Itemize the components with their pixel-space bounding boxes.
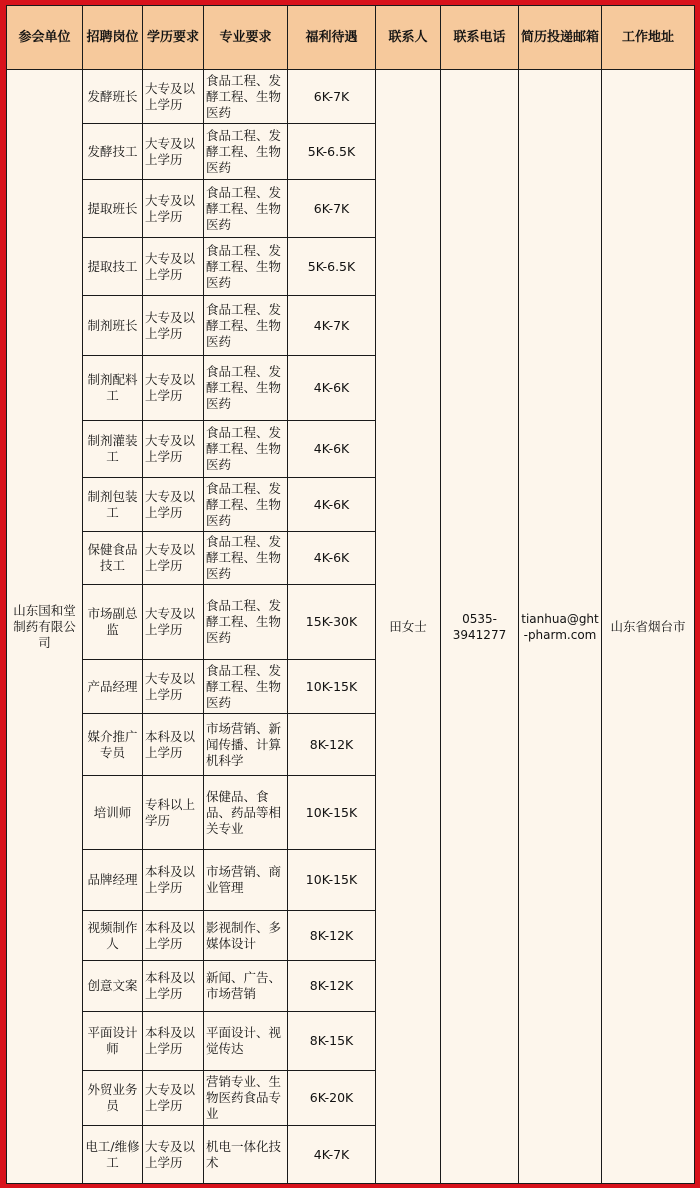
salary-cell: 4K-7K [288, 296, 376, 356]
major-cell: 市场营销、新闻传播、计算机科学 [204, 714, 288, 776]
salary-cell: 5K-6.5K [288, 238, 376, 296]
major-cell: 市场营销、商业管理 [204, 850, 288, 911]
job-table-frame [6, 5, 694, 1183]
header-email: 简历投递邮箱 [519, 6, 602, 70]
position-cell: 产品经理 [83, 660, 143, 714]
education-cell: 专科以上学历 [143, 776, 204, 850]
major-cell: 食品工程、发酵工程、生物医药 [204, 421, 288, 478]
education-cell: 本科及以上学历 [143, 961, 204, 1012]
header-address: 工作地址 [602, 6, 695, 70]
salary-cell: 4K-6K [288, 478, 376, 532]
header-phone: 联系电话 [441, 6, 519, 70]
position-cell: 制剂配料工 [83, 356, 143, 421]
major-cell: 食品工程、发酵工程、生物医药 [204, 532, 288, 585]
salary-cell: 15K-30K [288, 585, 376, 660]
position-cell: 外贸业务员 [83, 1071, 143, 1126]
header-education: 学历要求 [143, 6, 204, 70]
major-cell: 新闻、广告、市场营销 [204, 961, 288, 1012]
salary-cell: 10K-15K [288, 776, 376, 850]
major-cell: 食品工程、发酵工程、生物医药 [204, 356, 288, 421]
position-cell: 电工/维修工 [83, 1126, 143, 1184]
position-cell: 创意文案 [83, 961, 143, 1012]
salary-cell: 8K-12K [288, 911, 376, 961]
position-cell: 制剂包装工 [83, 478, 143, 532]
header-position: 招聘岗位 [83, 6, 143, 70]
education-cell: 大专及以上学历 [143, 70, 204, 124]
education-cell: 本科及以上学历 [143, 911, 204, 961]
salary-cell: 4K-6K [288, 421, 376, 478]
resume-email[interactable]: tianhua@ght-pharm.com [519, 70, 602, 1184]
position-cell: 保健食品技工 [83, 532, 143, 585]
salary-cell: 4K-6K [288, 356, 376, 421]
education-cell: 本科及以上学历 [143, 1012, 204, 1071]
contact-phone: 0535-3941277 [441, 70, 519, 1184]
major-cell: 食品工程、发酵工程、生物医药 [204, 296, 288, 356]
position-cell: 制剂灌装工 [83, 421, 143, 478]
major-cell: 食品工程、发酵工程、生物医药 [204, 180, 288, 238]
job-listing-table [6, 5, 695, 1184]
header-major: 专业要求 [204, 6, 288, 70]
education-cell: 大专及以上学历 [143, 124, 204, 180]
major-cell: 食品工程、发酵工程、生物医药 [204, 238, 288, 296]
position-cell: 提取技工 [83, 238, 143, 296]
education-cell: 大专及以上学历 [143, 478, 204, 532]
education-cell: 大专及以上学历 [143, 660, 204, 714]
major-cell: 平面设计、视觉传达 [204, 1012, 288, 1071]
salary-cell: 6K-7K [288, 180, 376, 238]
header-company: 参会单位 [7, 6, 83, 70]
salary-cell: 10K-15K [288, 850, 376, 911]
position-cell: 提取班长 [83, 180, 143, 238]
education-cell: 大专及以上学历 [143, 1071, 204, 1126]
major-cell: 食品工程、发酵工程、生物医药 [204, 478, 288, 532]
salary-cell: 4K-7K [288, 1126, 376, 1184]
salary-cell: 5K-6.5K [288, 124, 376, 180]
major-cell: 食品工程、发酵工程、生物医药 [204, 124, 288, 180]
education-cell: 大专及以上学历 [143, 356, 204, 421]
position-cell: 市场副总监 [83, 585, 143, 660]
salary-cell: 8K-15K [288, 1012, 376, 1071]
education-cell: 本科及以上学历 [143, 714, 204, 776]
major-cell: 保健品、食品、药品等相关专业 [204, 776, 288, 850]
salary-cell: 6K-20K [288, 1071, 376, 1126]
position-cell: 制剂班长 [83, 296, 143, 356]
major-cell: 机电一体化技术 [204, 1126, 288, 1184]
education-cell: 大专及以上学历 [143, 296, 204, 356]
major-cell: 食品工程、发酵工程、生物医药 [204, 585, 288, 660]
major-cell: 影视制作、多媒体设计 [204, 911, 288, 961]
position-cell: 视频制作人 [83, 911, 143, 961]
header-salary: 福利待遇 [288, 6, 376, 70]
header-row [7, 6, 695, 70]
education-cell: 大专及以上学历 [143, 238, 204, 296]
position-cell: 发酵技工 [83, 124, 143, 180]
major-cell: 食品工程、发酵工程、生物医药 [204, 660, 288, 714]
salary-cell: 8K-12K [288, 961, 376, 1012]
job-rows [7, 70, 695, 1184]
education-cell: 大专及以上学历 [143, 585, 204, 660]
position-cell: 平面设计师 [83, 1012, 143, 1071]
position-cell: 发酵班长 [83, 70, 143, 124]
education-cell: 大专及以上学历 [143, 180, 204, 238]
education-cell: 大专及以上学历 [143, 421, 204, 478]
position-cell: 培训师 [83, 776, 143, 850]
major-cell: 食品工程、发酵工程、生物医药 [204, 70, 288, 124]
salary-cell: 10K-15K [288, 660, 376, 714]
work-address: 山东省烟台市 [602, 70, 695, 1184]
contact-person: 田女士 [376, 70, 441, 1184]
salary-cell: 4K-6K [288, 532, 376, 585]
position-cell: 品牌经理 [83, 850, 143, 911]
salary-cell: 6K-7K [288, 70, 376, 124]
major-cell: 营销专业、生物医药食品专业 [204, 1071, 288, 1126]
company-name: 山东国和堂制药有限公司 [7, 70, 83, 1184]
education-cell: 本科及以上学历 [143, 850, 204, 911]
header-contact: 联系人 [376, 6, 441, 70]
education-cell: 大专及以上学历 [143, 532, 204, 585]
table-row [7, 70, 695, 124]
salary-cell: 8K-12K [288, 714, 376, 776]
education-cell: 大专及以上学历 [143, 1126, 204, 1184]
position-cell: 媒介推广专员 [83, 714, 143, 776]
